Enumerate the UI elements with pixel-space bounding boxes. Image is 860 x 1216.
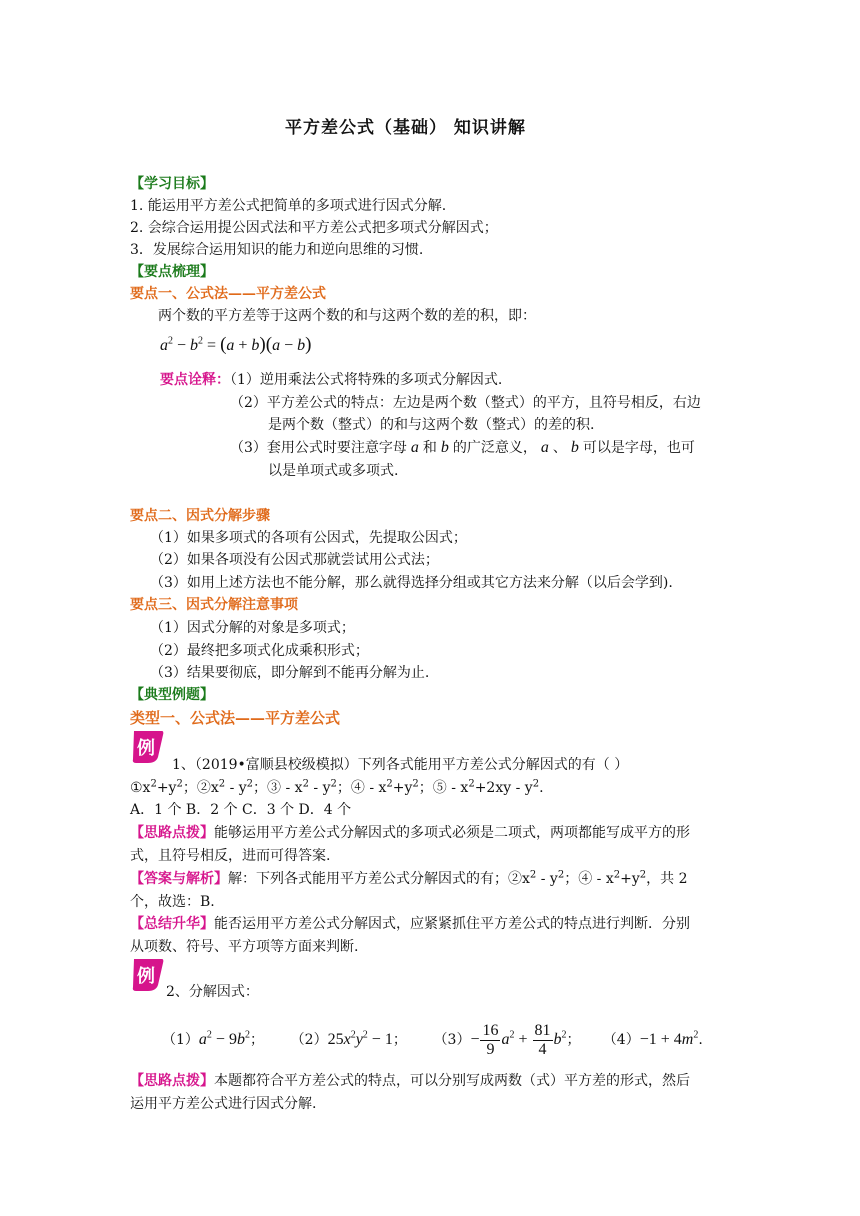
step-item: （2）如果各项没有公因式那就尝试用公式法； bbox=[150, 552, 439, 568]
point1-title: 要点一、公式法——平方差公式 bbox=[130, 286, 326, 302]
point3-title: 要点三、因式分解注意事项 bbox=[130, 597, 298, 613]
caution-item: （3）结果要彻底，即分解到不能再分解为止. bbox=[150, 665, 430, 681]
caution-item: （2）最终把多项式化成乘积形式； bbox=[150, 643, 369, 659]
example1-expressions: $①x^2+y^2$；$②x^2 - y^2$；③ - $x^2 - y^2$；④ - $x^2+y^2$；⑤ - $x^2+2xy - y^2$. bbox=[130, 778, 544, 796]
example1-question: 1、（2019•富顺县校级模拟）下列各式能用平方差公式分解因式的有（ ） bbox=[172, 757, 629, 773]
example1-hint-cont: 式，且符号相反，进而可得答案. bbox=[130, 848, 331, 864]
example2-hint: 【思路点拨】本题都符合平方差公式的特点，可以分别写成两数（式）平方差的形式，然后 bbox=[130, 1073, 690, 1089]
example2-question: 2、分解因式： bbox=[166, 984, 259, 1000]
page-title: 平方差公式（基础） 知识讲解 bbox=[285, 118, 526, 138]
point1-desc: 两个数的平方差等于这两个数的和与这两个数的差的积，即： bbox=[158, 308, 536, 324]
example1-answer: 【答案与解析】解：下列各式能用平方差公式分解因式的有；$②x^2 - y^2$；④ - $x^2+y^2$，共 2 bbox=[130, 869, 688, 887]
example1-summary-cont: 从项数、符号、平方项等方面来判断. bbox=[130, 939, 359, 955]
note-3a: （3）套用公式时要注意字母 a 和 b 的广泛意义， a 、 b 可以是字母，也可 bbox=[230, 439, 695, 456]
caution-item: （1）因式分解的对象是多项式； bbox=[150, 620, 355, 636]
note-2a: （2）平方差公式的特点：左边是两个数（整式）的平方，且符号相反，右边 bbox=[230, 395, 701, 411]
step-item: （3）如用上述方法也不能分解，那么就得选择分组或其它方法来分解（以后会学到). bbox=[150, 575, 673, 591]
notes-label: 要点诠释： bbox=[160, 372, 230, 388]
example-badge-icon bbox=[130, 955, 166, 995]
goal-item: 3．发展综合运用知识的能力和逆向思维的习惯. bbox=[130, 242, 424, 258]
example2-hint-cont: 运用平方差公式进行因式分解. bbox=[130, 1096, 317, 1112]
svg-text:例: 例 bbox=[137, 966, 155, 987]
example1-options: A．1 个 B．2 个 C．3 个 D．4 个 bbox=[130, 802, 352, 818]
type1-title: 类型一、公式法——平方差公式 bbox=[130, 709, 341, 727]
svg-text:例: 例 bbox=[137, 738, 155, 759]
goal-item: 2. 会综合运用提公因式法和平方差公式把多项式分解因式； bbox=[130, 220, 498, 236]
note-2b: 是两个数（整式）的和与这两个数（整式）的差的积. bbox=[268, 417, 595, 433]
example1-answer-cont: 个，故选：B. bbox=[130, 894, 215, 910]
examples-header: 【典型例题】 bbox=[130, 687, 214, 703]
notes-line-1 bbox=[160, 370, 502, 390]
example2-expressions: $(1)a^2 - 9b^2$； $(2)25x^2y^2 - 1$； （3）− $\frac{16}{9}$ $a^2$ + $\frac{81}{4}$ $b^2$； $(4)-1 + 4m^2$. bbox=[162, 1021, 703, 1058]
step-item: （1）如果多项式的各项有公因式，先提取公因式； bbox=[150, 530, 467, 546]
goals-header: 【学习目标】 bbox=[130, 176, 214, 192]
note-3b: 以是单项式或多项式. bbox=[268, 463, 399, 479]
difference-of-squares-formula: $a^2 - b^2 = (a + b)(a - b)$ bbox=[160, 334, 312, 355]
example1-summary: 【总结升华】能否运用平方差公式分解因式，应紧紧抓住平方差公式的特点进行判断．分别 bbox=[130, 916, 690, 932]
point2-title: 要点二、因式分解步骤 bbox=[130, 508, 270, 524]
example1-hint: 【思路点拨】能够运用平方差公式分解因式的多项式必须是二项式，两项都能写成平方的形 bbox=[130, 825, 690, 841]
note-1: （1）逆用乘法公式将特殊的多项式分解因式. bbox=[230, 372, 503, 388]
example-badge-icon bbox=[130, 727, 166, 767]
points-header: 【要点梳理】 bbox=[130, 264, 214, 280]
goal-item: 1. 能运用平方差公式把简单的多项式进行因式分解. bbox=[130, 198, 447, 214]
